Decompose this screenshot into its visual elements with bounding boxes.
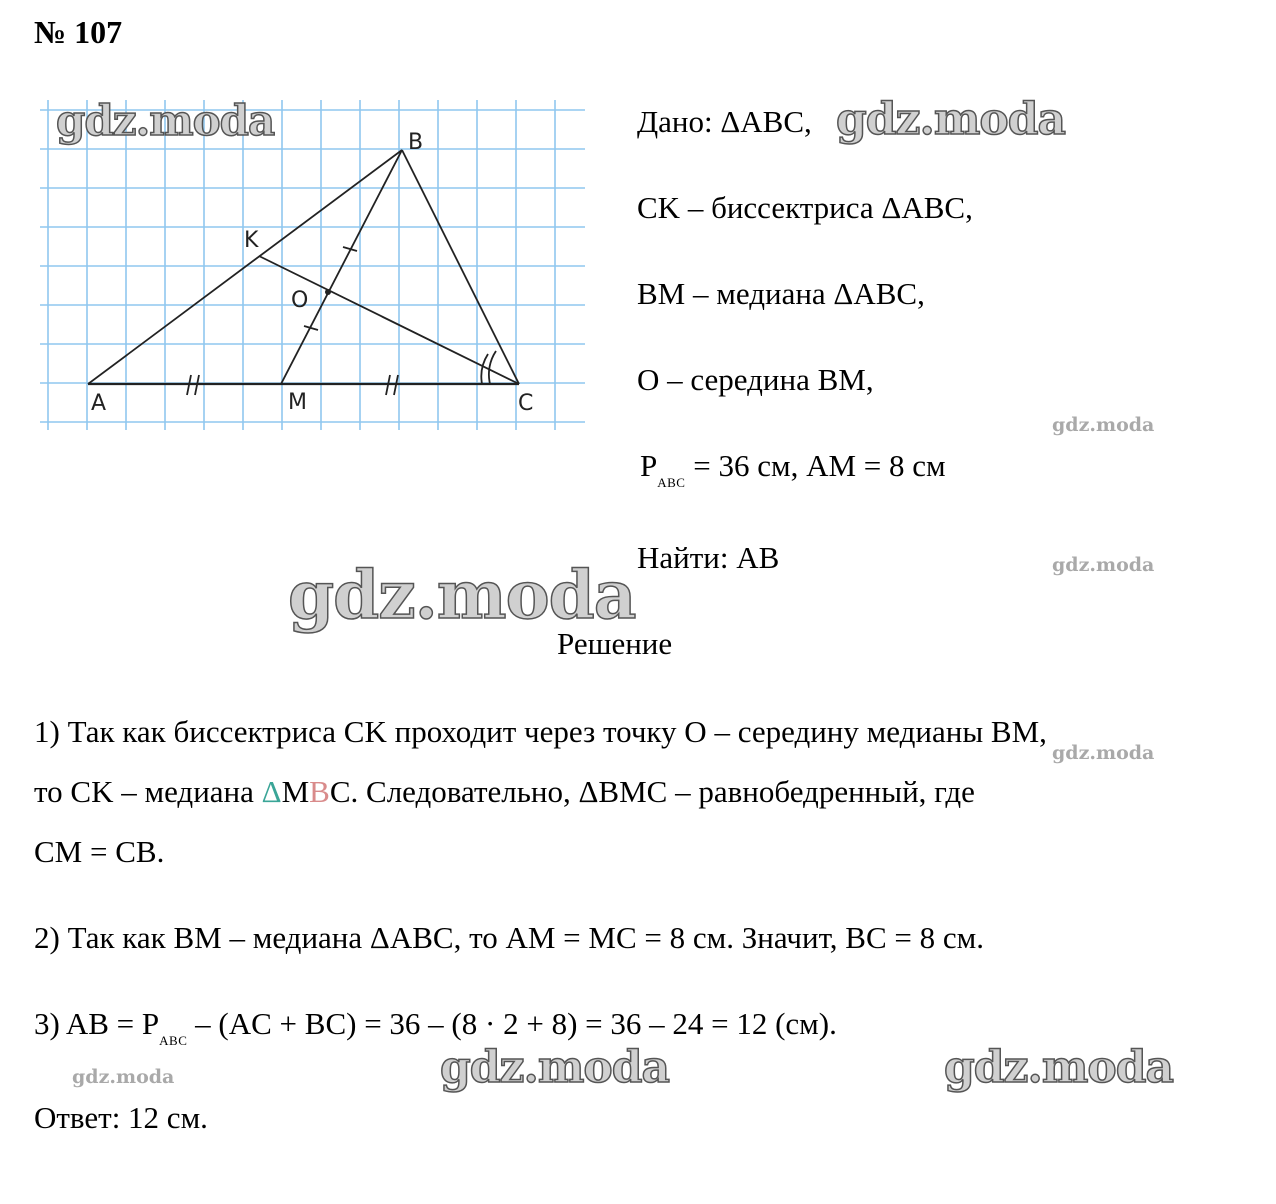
watermark-5: gdz.moda	[944, 1042, 1174, 1093]
triangle-lines	[88, 150, 519, 395]
angle-mark-c2	[489, 351, 496, 384]
given-line-1: Дано: ΔABC,	[637, 104, 812, 139]
step3-a: 3) AB =	[34, 1006, 142, 1041]
watermark-4: gdz.moda	[440, 1042, 670, 1093]
step1-line2	[34, 774, 975, 810]
watermark-1: gdz.moda	[56, 96, 275, 145]
label-k: K	[244, 228, 259, 253]
problem-number: № 107	[34, 14, 123, 50]
step1-line1: 1) Так как биссектриса CK проходит через точку O – середину медианы BM,	[34, 714, 1047, 749]
given-line-4: O – середина BM,	[637, 362, 874, 397]
label-m: M	[288, 390, 307, 415]
step3	[34, 1006, 837, 1049]
given-line-3: BM – медиана ΔABC,	[637, 276, 925, 311]
watermark-small-4: gdz.moda	[72, 1066, 175, 1088]
given-line-5	[640, 448, 946, 491]
median-bm	[281, 150, 402, 384]
find-line: Найти: AB	[637, 540, 780, 575]
step1-delta: Δ	[261, 774, 282, 809]
grid-background	[40, 100, 585, 430]
watermark-3: gdz.moda	[288, 556, 636, 634]
step2: 2) Так как BM – медиана ΔABC, то AM = MC = 8 см. Значит, BC = 8 см.	[34, 920, 984, 955]
label-o: O	[291, 288, 309, 313]
step1-line3: CM = CB.	[34, 834, 165, 869]
point-o	[325, 289, 331, 295]
triangle-figure	[0, 0, 600, 440]
label-c: C	[518, 391, 534, 416]
watermark-small-1: gdz.moda	[1052, 414, 1155, 436]
solution-heading: Решение	[557, 626, 673, 661]
watermark-2: gdz.moda	[836, 94, 1066, 145]
side-bc	[402, 150, 519, 384]
step1-line2-a: то CK – медиана	[34, 774, 262, 809]
side-ab	[88, 150, 402, 384]
watermark-small-2: gdz.moda	[1052, 554, 1155, 576]
perimeter-rest: = 36 см, AM = 8 см	[685, 448, 946, 483]
label-a: A	[91, 391, 107, 416]
answer: Ответ: 12 см.	[34, 1100, 208, 1135]
step1-b: B	[309, 774, 330, 809]
perimeter-sub: ABC	[657, 475, 686, 490]
step3-b: – (AC + BC) = 36 – (8 · 2 + 8) = 36 – 24 = 12 (см).	[187, 1006, 837, 1041]
step1-m: M	[281, 774, 310, 809]
label-b: B	[408, 130, 424, 155]
given-line-2: CK – биссектриса ΔABC,	[637, 190, 973, 225]
step3-p: P	[141, 1006, 160, 1041]
watermark-small-3: gdz.moda	[1052, 742, 1155, 764]
step1-line2-c: C. Следовательно, ΔBMC – равнобедренный, где	[329, 774, 975, 809]
step3-sub: ABC	[159, 1033, 188, 1048]
perimeter-p: P	[640, 448, 658, 483]
bisector-ck	[259, 256, 519, 384]
